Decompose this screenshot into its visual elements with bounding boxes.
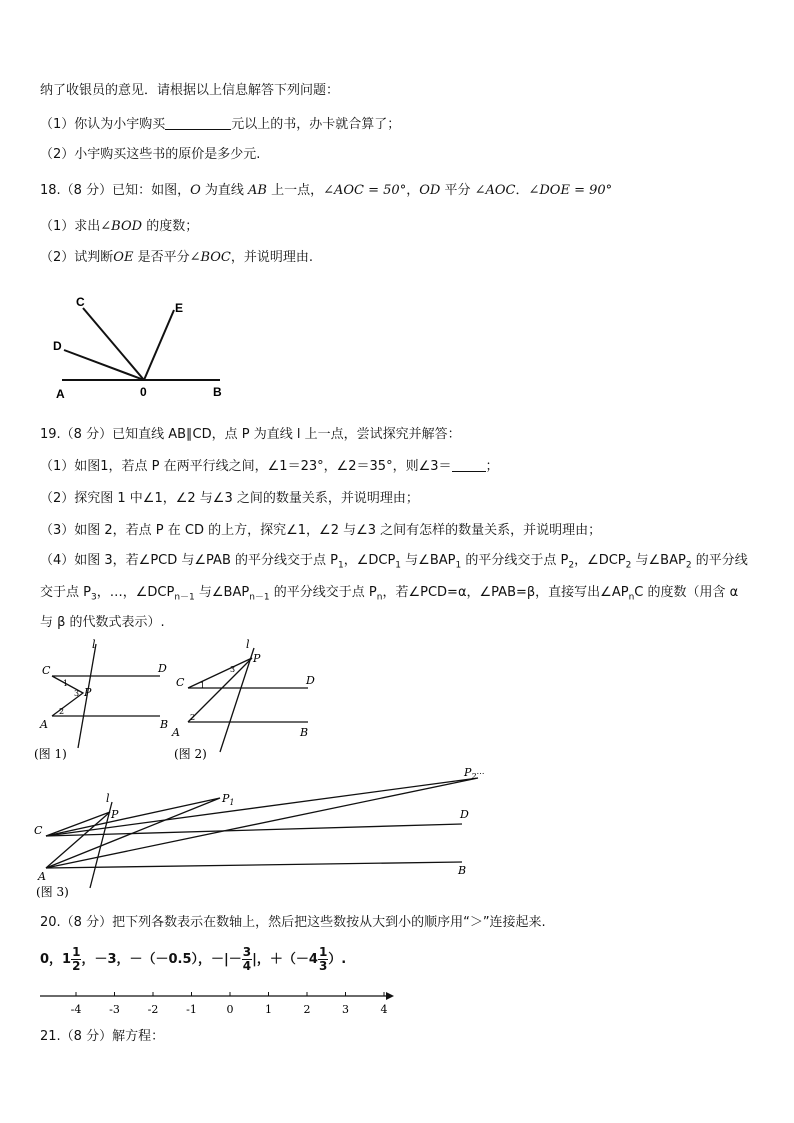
q18-sub1-text: （1）求出	[40, 219, 101, 234]
figure-caption: (图 2)	[174, 747, 207, 761]
label-d: D	[53, 339, 62, 353]
figure-caption: (图 1)	[34, 747, 67, 761]
subscript: 3	[90, 592, 97, 603]
question-2: （2）小宇购买这些书的原价是多少元.	[40, 147, 261, 162]
answer-blank[interactable]	[165, 116, 231, 130]
label-p1-letter: P	[222, 792, 230, 805]
label-p1	[221, 792, 235, 807]
q19-sub4-text: 与∠BAP	[194, 585, 250, 600]
q18-heading	[40, 182, 612, 200]
number-line	[34, 986, 404, 1020]
label-d: D	[158, 662, 167, 675]
q19-figure-2	[168, 636, 328, 766]
subscript: n	[376, 592, 383, 603]
intro-line: 纳了收银员的意见．请根据以上信息解答下列问题：	[40, 83, 340, 98]
q19-sub4-text: 的平分线交于点 P	[461, 553, 569, 568]
axis-tick-label: 1	[265, 1003, 272, 1016]
q19-sub4-text: 与∠BAP	[401, 553, 456, 568]
q19-sub-4-line-1	[40, 552, 748, 575]
q19-sub4-text: 的平分线	[691, 553, 748, 568]
q18-figure	[40, 290, 240, 405]
q19-sub4-text: 的平分线交于点 P	[269, 585, 377, 600]
q19-sub1-text: （1）如图1，若点 P 在两平行线之间，∠1＝23°，∠2＝35°，则∠3＝	[40, 459, 452, 474]
label-b: B	[458, 864, 467, 877]
subscript: n－1	[174, 592, 195, 603]
q19-sub4-text: ，若∠PCD=α，∠PAB=β，直接写出∠AP	[382, 585, 629, 600]
q18-point-o: O	[190, 183, 201, 198]
number-end: ）.	[328, 952, 347, 967]
q19-sub-4-line-3: 与 β 的代数式表示）.	[40, 615, 165, 630]
label-p2-dots: …	[476, 767, 485, 776]
q19-figure-1	[30, 636, 180, 766]
q18-ray-od: OD	[419, 183, 441, 198]
axis-tick-label: 2	[303, 1003, 311, 1016]
denominator: 4	[242, 959, 252, 973]
q19-sub4-text: ，∠DCP	[343, 553, 396, 568]
subscript: 1	[455, 560, 462, 571]
number-zero: 0，	[40, 952, 63, 967]
q19-sub4-text: 交于点 P	[40, 585, 91, 600]
q18-angle-boc: ∠BOC	[189, 250, 231, 265]
q19-heading: 19.（8 分）已知直线 AB∥CD，点 P 为直线 l 上一点，尝试探究并解答：	[40, 427, 461, 442]
fraction-half	[71, 946, 81, 973]
angle-3-label: 3	[230, 665, 236, 674]
label-l: l	[246, 638, 250, 651]
q19-sub4-text: 与∠BAP	[631, 553, 686, 568]
label-p2-letter: P	[464, 766, 472, 779]
q18-sub-2	[40, 249, 313, 267]
q18-text: ，	[406, 183, 420, 198]
mixed-whole: 1	[62, 952, 72, 967]
q19-sub4-text: （4）如图 3，若∠PCD 与∠PAB 的平分线交于点 P	[40, 553, 338, 568]
label-p2-sub: 2	[471, 772, 477, 781]
numerator: 1	[72, 945, 81, 959]
label-a: A	[56, 387, 65, 401]
q18-text: 上一点，	[266, 183, 324, 198]
label-a: A	[40, 718, 48, 731]
subscript: 2	[685, 560, 692, 571]
axis-tick-label: -2	[147, 1003, 159, 1016]
q18-sub1-text: 的度数；	[142, 219, 199, 234]
numerator: 3	[242, 945, 252, 959]
q18-angle-bod: ∠BOD	[100, 219, 143, 234]
q20-heading: 20.（8 分）把下列各数表示在数轴上，然后把这些数按从大到小的顺序用“＞”连接起来.	[40, 915, 546, 930]
label-o: 0	[140, 385, 147, 399]
label-l: l	[92, 638, 96, 651]
q19-sub-1	[40, 458, 499, 476]
subscript: 1	[337, 560, 344, 571]
label-d: D	[460, 808, 469, 821]
axis-arrow-icon	[386, 992, 394, 1000]
label-b: B	[300, 726, 309, 739]
label-c: C	[176, 676, 185, 689]
label-a: A	[38, 870, 46, 883]
q18-sub-1	[40, 218, 198, 236]
subscript: 2	[625, 560, 632, 571]
fraction-three-quarters	[242, 946, 252, 973]
axis-tick-label: -4	[70, 1003, 82, 1016]
angle-2-label: 2	[190, 713, 196, 722]
axis-tick-label: 4	[380, 1003, 388, 1016]
q18-angle-doe: ∠DOE = 90°	[528, 183, 613, 198]
angle-1-label: 1	[200, 681, 206, 690]
axis-tick-label: -1	[186, 1003, 197, 1016]
label-a: A	[172, 726, 180, 739]
angle-2-label: 2	[59, 707, 65, 716]
q1-text-b: 元以上的书，办卡就合算了；	[231, 117, 401, 132]
q19-sub-2: （2）探究图 1 中∠1，∠2 与∠3 之间的数量关系，并说明理由；	[40, 491, 419, 506]
label-b: B	[213, 385, 222, 399]
q18-text: 为直线	[200, 183, 249, 198]
label-b: B	[160, 718, 169, 731]
denominator: 2	[72, 959, 81, 973]
numerator: 1	[318, 945, 328, 959]
q19-figure-3	[30, 762, 500, 902]
q19-sub4-text: ，∠DCP	[574, 553, 626, 568]
q18-text: 平分	[440, 183, 475, 198]
figure-caption: (图 3)	[36, 885, 69, 899]
axis-tick-label: -3	[109, 1003, 120, 1016]
q18-angle-aoc-2: ∠AOC	[474, 183, 516, 198]
denominator: 3	[318, 959, 328, 973]
angle-3-label: 3	[74, 689, 80, 698]
number-sep: |，＋（－4	[252, 952, 318, 967]
subscript: n	[628, 592, 635, 603]
q19-sub4-text: ，…，∠DCP	[96, 585, 175, 600]
q18-ray-oe: OE	[113, 250, 134, 265]
q19-sub-3: （3）如图 2，若点 P 在 CD 的上方，探究∠1，∠2 与∠3 之间有怎样的数量关系，并说明理由；	[40, 523, 602, 538]
q18-text: 18.（8 分）已知：如图，	[40, 183, 191, 198]
label-p1-sub: 1	[229, 798, 235, 807]
q18-text: ．	[515, 183, 529, 198]
q21-heading: 21.（8 分）解方程：	[40, 1029, 165, 1044]
q1-text-a: （1）你认为小宇购买	[40, 117, 166, 132]
fraction-third	[318, 946, 328, 973]
axis-tick-label: 0	[226, 1003, 234, 1016]
label-c: C	[76, 295, 85, 309]
subscript: 1	[395, 560, 402, 571]
label-c: C	[42, 664, 51, 677]
subscript: n－1	[249, 592, 270, 603]
number-sep: ，－3，－（－0.5），－|－	[81, 952, 242, 967]
q18-sub2-text: ，并说明理由.	[230, 250, 314, 265]
label-p: P	[253, 652, 261, 665]
label-p: P	[84, 686, 92, 699]
label-e: E	[175, 301, 184, 315]
axis-tick-label: 3	[342, 1003, 349, 1016]
label-c: C	[34, 824, 43, 837]
question-1	[40, 116, 400, 134]
label-p: P	[111, 808, 119, 821]
q18-sub2-text: （2）试判断	[40, 250, 114, 265]
answer-blank[interactable]	[452, 458, 486, 472]
q19-sub-4-line-2	[40, 584, 738, 607]
label-l: l	[106, 792, 110, 805]
q18-sub2-text: 是否平分	[133, 250, 190, 265]
angle-1-label: 1	[63, 679, 69, 688]
q18-angle-aoc: ∠AOC = 50°	[323, 183, 407, 198]
label-p2	[463, 766, 485, 781]
label-d: D	[306, 674, 315, 687]
q20-numbers	[40, 942, 346, 978]
subscript: 2	[568, 560, 575, 571]
q19-sub4-text: C 的度数（用含 α	[634, 585, 739, 600]
q18-line-ab: AB	[248, 183, 267, 198]
q19-sub1-text: ；	[485, 459, 499, 474]
